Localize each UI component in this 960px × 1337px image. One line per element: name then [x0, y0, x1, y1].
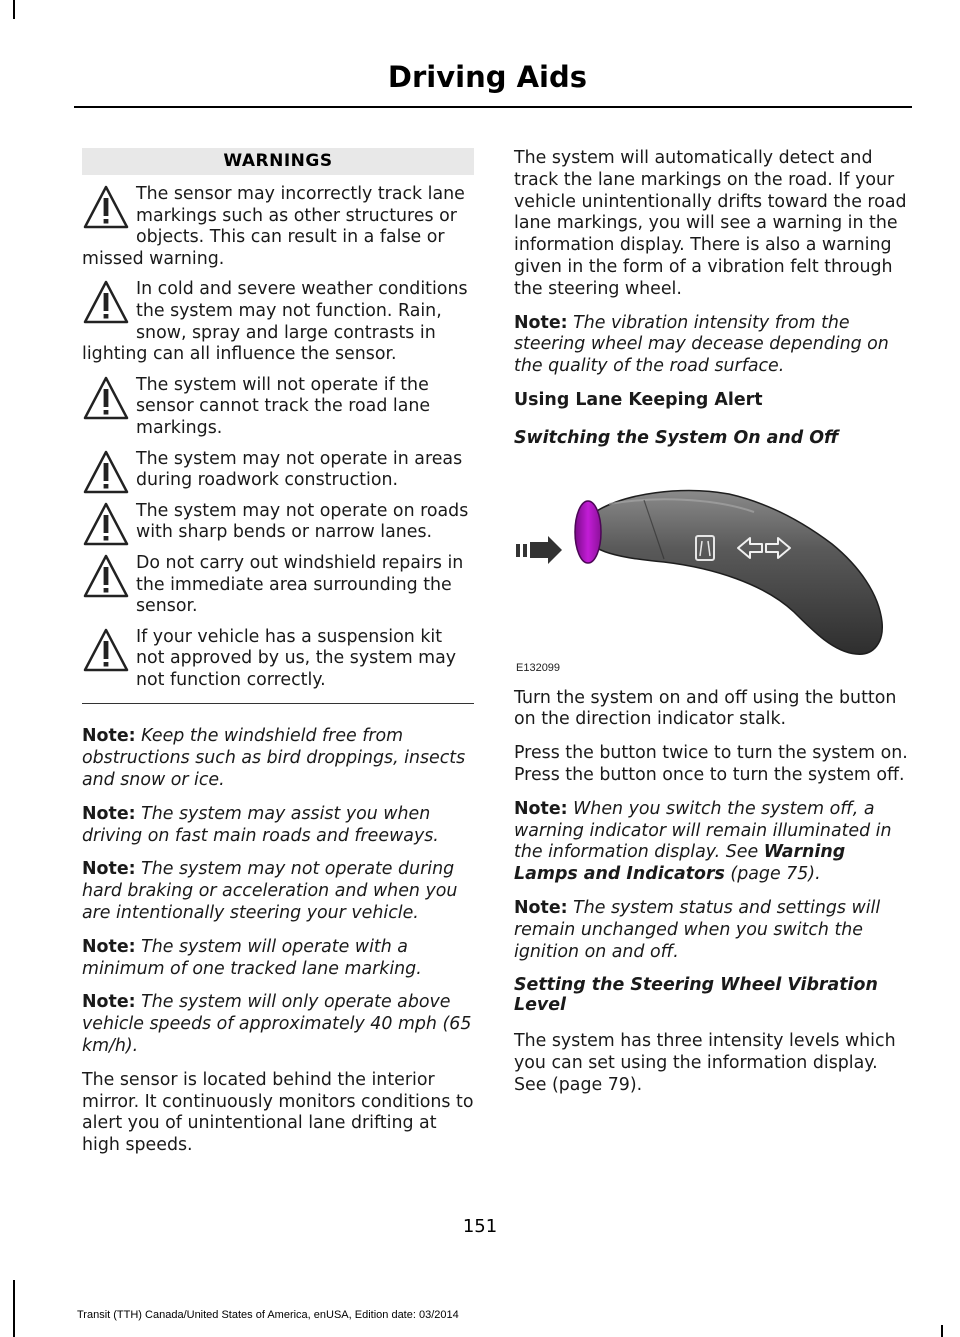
note-text: The system may assist you when driving on fast main roads and freeways. [82, 803, 439, 846]
note-text: Keep the windshield free from obstructions such as bird droppings, insects and snow or ice. [82, 726, 466, 791]
warning-item [82, 501, 474, 544]
warning-text: The system may not operate on roads with sharp bends or narrow lanes. [136, 500, 469, 543]
crop-mark-top-left [13, 0, 15, 19]
figure-code: E132099 [516, 661, 561, 674]
warning-text: The system may not operate in areas during roadwork construction. [136, 448, 463, 491]
note-label: Note: [514, 897, 568, 918]
warning-item [82, 375, 474, 440]
left-column [82, 148, 474, 1169]
note-paragraph [82, 937, 474, 981]
right-column [514, 148, 908, 1109]
subsection-heading: Setting the Steering Wheel Vibration Level [514, 975, 878, 1016]
note-label: Note: [82, 992, 136, 1013]
cross-reference-link[interactable]: Warning Lamps and Indicators [514, 842, 846, 885]
direction-indicator-stalk-image [514, 464, 908, 674]
note-label: Note: [82, 726, 136, 747]
note-paragraph [82, 726, 474, 791]
page-number: 151 [462, 1216, 498, 1237]
warning-triangle-icon [82, 183, 130, 233]
note-text: The system will only operate above vehicle speeds of approximately 40 mph (65 km/h). [82, 992, 472, 1057]
crop-mark-bottom-left [13, 1280, 15, 1337]
warning-text: The sensor may incorrectly track lane markings such as other structures or objects. This can result in a false or missed warning. [82, 184, 465, 269]
note-label: Note: [514, 312, 568, 333]
header-divider [74, 106, 912, 108]
note-label: Note: [82, 936, 136, 957]
note-paragraph [514, 799, 908, 886]
warning-triangle-icon [82, 448, 130, 498]
warning-triangle-icon [82, 374, 130, 424]
note-paragraph [82, 859, 474, 924]
subsection-heading: Switching the System On and Off [514, 427, 839, 448]
warning-item [82, 627, 474, 692]
body-paragraph: Press the button twice to turn the system on. Press the button once to turn the system off. [514, 743, 908, 785]
warning-text: If your vehicle has a suspension kit not approved by us, the system may not function correctly. [136, 626, 457, 690]
warning-item [82, 184, 474, 270]
body-paragraph: The system has three intensity levels which you can set using the information display. See (page 79). [514, 1031, 896, 1095]
warning-item [82, 449, 474, 492]
warning-text: The system will not operate if the sensor cannot track the road lane markings. [136, 374, 431, 438]
note-text: The system may not operate during hard braking or acceleration and when you are intentionally steering your vehicle. [82, 859, 458, 924]
page-section-title: Driving Aids [387, 60, 587, 94]
warnings-list [82, 184, 474, 704]
note-paragraph [514, 313, 908, 378]
section-heading: Using Lane Keeping Alert [514, 389, 763, 410]
body-paragraph: The sensor is located behind the interior mirror. It continuously monitors conditions to alert you of unintentional lane drifting at high speeds. [82, 1069, 474, 1156]
warning-text: Do not carry out windshield repairs in the immediate area surrounding the sensor. [136, 552, 464, 617]
warning-triangle-icon [82, 552, 130, 602]
stalk-illustration [514, 464, 908, 674]
note-text: The system will operate with a minimum of one tracked lane marking. [82, 936, 422, 979]
note-text: When you switch the system off, a warning indicator will remain illuminated in the information display. See [514, 798, 892, 863]
note-paragraph [82, 992, 474, 1057]
note-text: The system status and settings will remain unchanged when you switch the ignition on and off. [514, 897, 881, 962]
note-label: Note: [82, 803, 136, 824]
note-label: Note: [82, 859, 136, 880]
warning-item [82, 279, 474, 365]
footer-edition-info: Transit (TTH) Canada/United States of America, enUSA, Edition date: 03/2014 [77, 1309, 459, 1321]
note-label: Note: [514, 798, 568, 819]
warning-triangle-icon [82, 278, 130, 328]
crop-mark-bottom-right [941, 1325, 943, 1337]
body-paragraph: The system will automatically detect and track the lane markings on the road. If your vehicle unintentionally drifts toward the road lane markings, you will see a warning in the information display. There is also a warning given in the form of a vibration felt through the steering wheel. [514, 148, 907, 299]
note-paragraph [82, 804, 474, 848]
warning-triangle-icon [82, 500, 130, 550]
warning-text: In cold and severe weather conditions the system may not function. Rain, snow, spray and large contrasts in lighting can all influence the sensor. [82, 279, 468, 365]
note-paragraph [514, 898, 908, 963]
page-reference: (page 75). [724, 864, 821, 885]
note-text: The vibration intensity from the steering wheel may decease depending on the quality of the road surface. [514, 312, 889, 377]
warning-item [82, 553, 474, 618]
body-paragraph: Turn the system on and off using the button on the direction indicator stalk. [514, 687, 897, 730]
warning-triangle-icon [82, 626, 130, 676]
warnings-heading: WARNINGS [82, 148, 474, 175]
